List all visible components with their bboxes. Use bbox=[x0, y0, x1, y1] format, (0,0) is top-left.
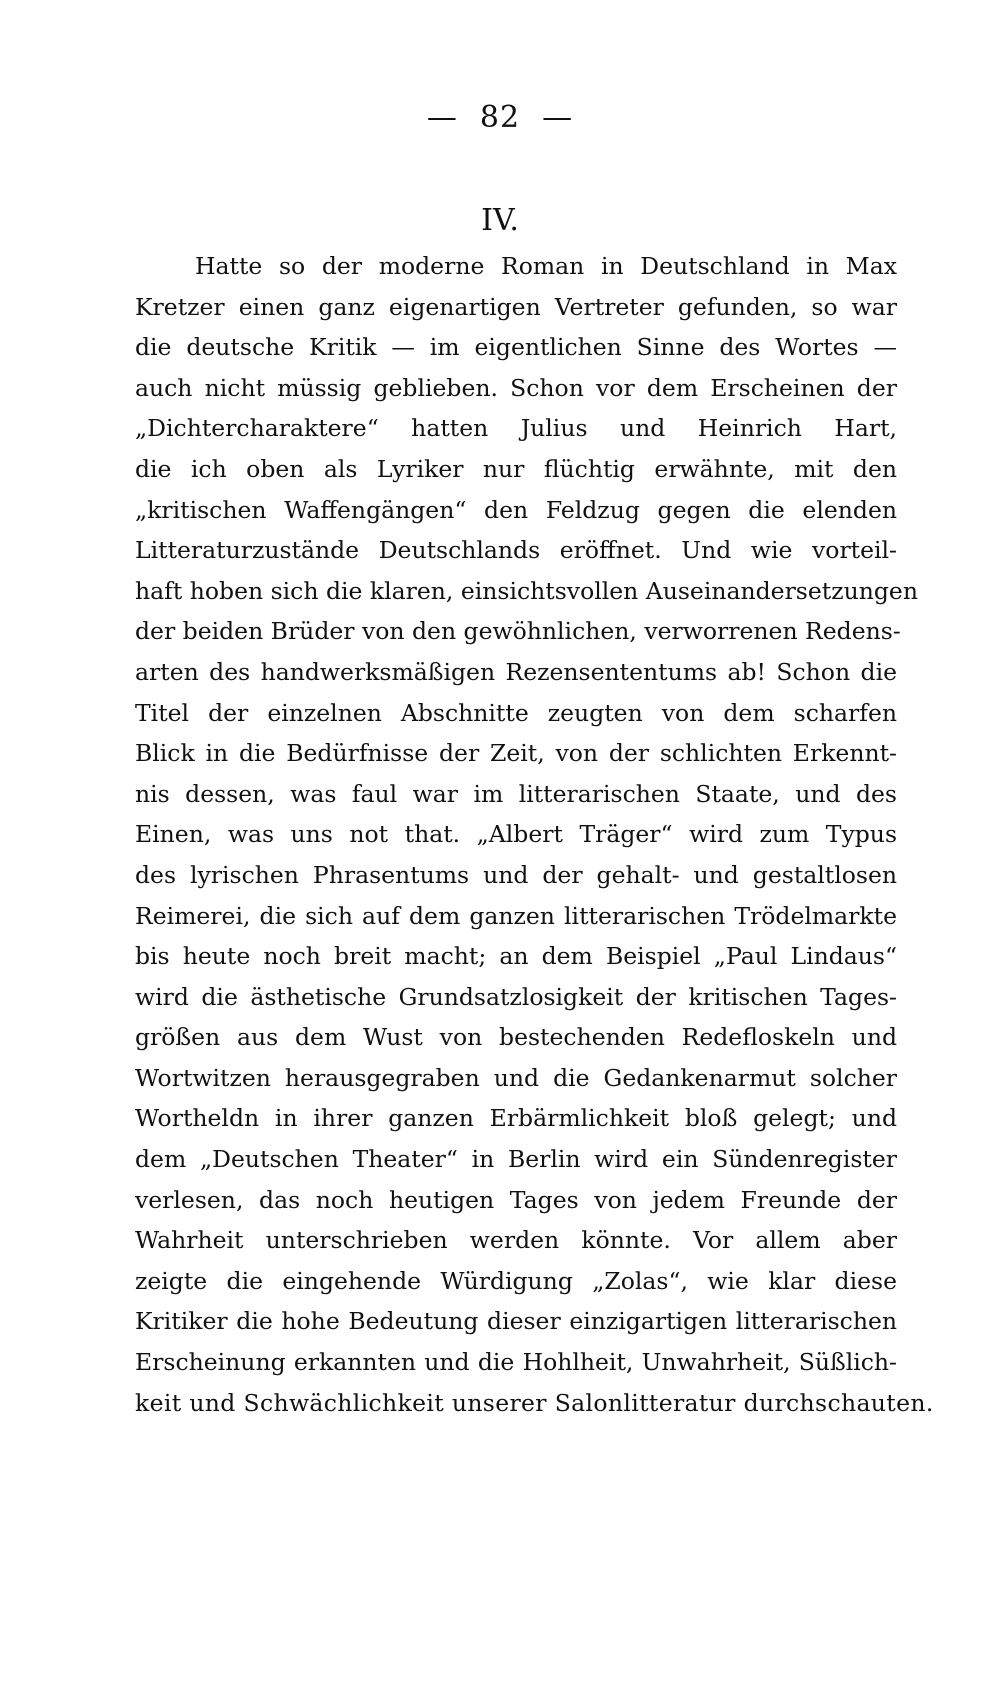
text-line: nis dessen, was faul war im litterarischen Staate, und des bbox=[135, 779, 897, 808]
text-line: die ich oben als Lyriker nur flüchtig erwähnte, mit den bbox=[135, 454, 897, 483]
text-line: Kritiker die hohe Bedeutung dieser einzigartigen litterarischen bbox=[135, 1307, 897, 1336]
text-line: auch nicht müssig geblieben. Schon vor dem Erscheinen der bbox=[135, 373, 897, 402]
text-line: Reimerei, die sich auf dem ganzen litterarischen Trödelmarkte bbox=[135, 901, 897, 930]
text-line: Kretzer einen ganz eigenartigen Vertreter gefunden, so war bbox=[135, 292, 897, 321]
page-number-dash-left: — bbox=[426, 100, 458, 135]
page-number-header bbox=[0, 100, 1000, 135]
text-line: dem „Deutschen Theater“ in Berlin wird ein Sündenregister bbox=[135, 1145, 897, 1174]
text-line: verlesen, das noch heutigen Tages von jedem Freunde der bbox=[135, 1185, 897, 1214]
text-line: Titel der einzelnen Abschnitte zeugten von dem scharfen bbox=[135, 698, 897, 727]
text-line: zeigte die eingehende Würdigung „Zolas“, wie klar diese bbox=[135, 1266, 897, 1295]
section-heading: IV. bbox=[481, 203, 519, 238]
text-line: Litteraturzustände Deutschlands eröffnet. Und wie vorteil- bbox=[135, 536, 897, 565]
text-line: die deutsche Kritik — im eigentlichen Sinne des Wortes — bbox=[135, 333, 897, 362]
body-paragraph bbox=[135, 246, 934, 1423]
text-line: Wortwitzen herausgegraben und die Gedankenarmut solcher bbox=[135, 1063, 897, 1092]
text-line: Einen, was uns not that. „Albert Träger“ wird zum Typus bbox=[135, 820, 897, 849]
text-line: Erscheinung erkannten und die Hohlheit, Unwahrheit, Süßlich- bbox=[135, 1348, 897, 1377]
text-line: keit und Schwächlichkeit unserer Salonlitteratur durchschauten. bbox=[135, 1388, 934, 1417]
text-line: bis heute noch breit macht; an dem Beispiel „Paul Lindaus“ bbox=[135, 942, 897, 971]
text-line: Wortheldn in ihrer ganzen Erbärmlichkeit bloß gelegt; und bbox=[135, 1104, 897, 1133]
text-line: arten des handwerksmäßigen Rezensententums ab! Schon die bbox=[135, 657, 897, 686]
text-line: „Dichtercharaktere“ hatten Julius und Heinrich Hart, bbox=[135, 414, 897, 443]
text-line: Wahrheit unterschrieben werden könnte. Vor allem aber bbox=[135, 1226, 897, 1255]
text-line: haft hoben sich die klaren, einsichtsvollen Auseinandersetzungen bbox=[135, 576, 918, 605]
text-line: Blick in die Bedürfnisse der Zeit, von der schlichten Erkennt- bbox=[135, 739, 897, 768]
text-line: der beiden Brüder von den gewöhnlichen, verworrenen Redens- bbox=[135, 617, 901, 646]
page-number: 82 bbox=[479, 100, 521, 135]
text-line: Hatte so der moderne Roman in Deutschland in Max bbox=[195, 252, 897, 280]
text-line: wird die ästhetische Grundsatzlosigkeit der kritischen Tages- bbox=[135, 982, 897, 1011]
page-number-dash-right: — bbox=[542, 100, 574, 135]
text-line: „kritischen Waffengängen“ den Feldzug gegen die elenden bbox=[135, 495, 897, 524]
text-line: größen aus dem Wust von bestechenden Redefloskeln und bbox=[135, 1023, 897, 1052]
text-line: des lyrischen Phrasentums und der gehalt- und gestaltlosen bbox=[135, 860, 897, 889]
